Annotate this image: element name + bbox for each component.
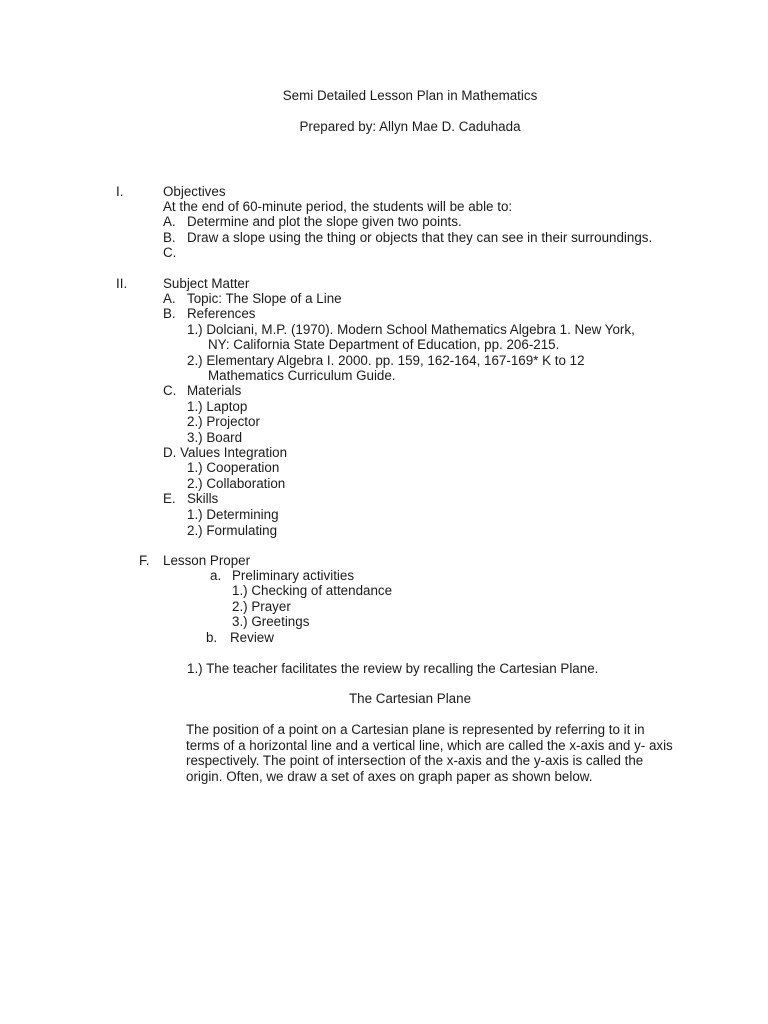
objective-text-b: Draw a slope using the thing or objects that they can see in their surroundings. [187, 230, 653, 245]
reference-2-line-2: Mathematics Curriculum Guide. [208, 368, 396, 383]
preliminary-item: 2.) Prayer [232, 599, 291, 614]
section-numeral-subject-matter: II. [116, 276, 128, 291]
objective-label-a: A. [163, 214, 176, 229]
references-label: B. [163, 306, 176, 321]
skills-label: E. [163, 491, 176, 506]
reference-1-line-2: NY: California State Department of Education, pp. 206-215. [208, 337, 560, 352]
reference-1-line-1: 1.) Dolciani, M.P. (1970). Modern School Mathematics Algebra 1. New York, [187, 322, 635, 337]
objective-label-c: C. [163, 245, 177, 260]
review-item: 1.) The teacher facilitates the review by recalling the Cartesian Plane. [187, 661, 599, 676]
skill-item: 2.) Formulating [187, 523, 278, 538]
section-numeral-objectives: I. [116, 184, 124, 199]
topic-label: A. [163, 291, 176, 306]
value-item: 2.) Collaboration [187, 476, 286, 491]
materials-heading: Materials [187, 383, 242, 398]
prepared-by: Prepared by: Allyn Mae D. Caduhada [299, 119, 521, 134]
objective-text-a: Determine and plot the slope given two points. [187, 214, 462, 229]
cartesian-plane-paragraph: The position of a point on a Cartesian plane is represented by referring to it in terms of a horizontal line and a vertical line, which are called the x-axis and y- axis respectively. The point of intersection of the x-axis and the y-axis is called the origin. Often, we draw a set of axes on graph paper as shown below. [186, 722, 673, 784]
review-label: b. [206, 630, 218, 645]
lesson-proper-label: F. [139, 553, 150, 568]
section-title-cartesian-plane: The Cartesian Plane [348, 691, 472, 706]
preliminary-item: 1.) Checking of attendance [232, 583, 393, 598]
objectives-heading: Objectives [163, 184, 226, 199]
preliminary-item: 3.) Greetings [232, 614, 310, 629]
skill-item: 1.) Determining [187, 507, 279, 522]
material-item: 3.) Board [187, 430, 243, 445]
reference-2-line-1: 2.) Elementary Algebra I. 2000. pp. 159, 162-164, 167-169* K to 12 [187, 353, 585, 368]
references-heading: References [187, 306, 256, 321]
topic-text: Topic: The Slope of a Line [187, 291, 342, 306]
values-integration-heading: D. Values Integration [163, 445, 288, 460]
preliminary-label: a. [210, 568, 222, 583]
review-heading: Review [230, 630, 274, 645]
objectives-intro: At the end of 60-minute period, the students will be able to: [163, 199, 513, 214]
lesson-proper-heading: Lesson Proper [163, 553, 251, 568]
material-item: 1.) Laptop [187, 399, 248, 414]
subject-matter-heading: Subject Matter [163, 276, 250, 291]
materials-label: C. [163, 383, 177, 398]
document-title: Semi Detailed Lesson Plan in Mathematics [282, 88, 538, 103]
objective-label-b: B. [163, 230, 176, 245]
preliminary-heading: Preliminary activities [232, 568, 355, 583]
material-item: 2.) Projector [187, 414, 260, 429]
value-item: 1.) Cooperation [187, 460, 280, 475]
skills-heading: Skills [187, 491, 219, 506]
